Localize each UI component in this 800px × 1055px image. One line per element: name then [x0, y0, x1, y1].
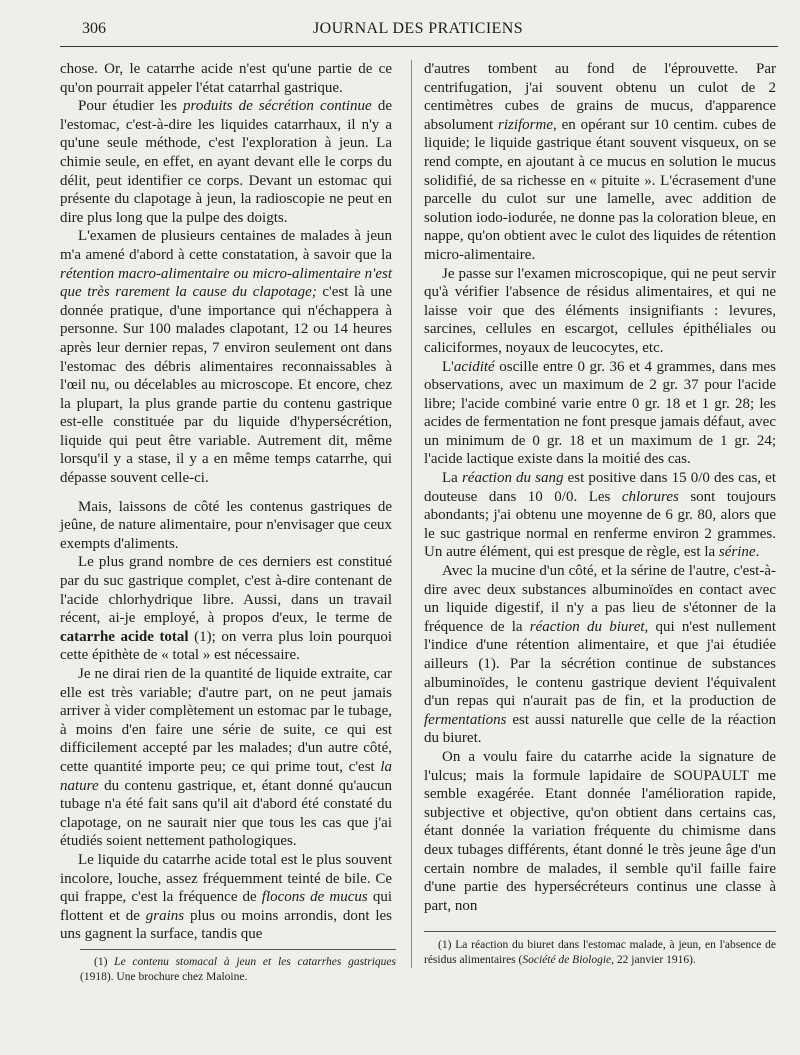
- footnote-rule: [424, 931, 776, 932]
- page-header: [58, 20, 778, 42]
- paragraph: L'acidité oscille entre 0 gr. 36 et 4 grammes, dans mes observations, avec un maximum de 2 gr. 37 pour l'acide libre; l'acide combiné varie entre 0 gr. 18 et 1 gr. 28; les acides de fermentation ne font presque jamais défaut, avec un minimum de 0 gr. 18 et un maximum de 1 gr. 24; l'acide lactique existe dans la moitié des cas.: [424, 358, 776, 468]
- paragraph: L'examen de plusieurs centaines de malades à jeun m'a amené d'abord à cette constatation, à savoir que la rétention macro-alimentaire ou micro-alimentaire n'est que très rarement la cause du clapotage; c'est là une donnée pratique, d'une importance qui n'échappera à personne. Sur 100 malades clapotant, 12 ou 14 heures après leur dernier repas, 7 environ seulement ont dans l'estomac des débris alimentaires reconnaissables à l'œil nu, ou décelables au microscope. Et encore, chez la plupart, la plus grande partie du contenu gastrique est-elle constituée par du liquide d'hypersécrétion, liquide qui peut être variable. Autrement dit, même lorsqu'il y a stase, il y a en même temps catarrhe, qui dépasse souvent celle-ci.: [60, 228, 392, 487]
- footnote-right: [424, 938, 776, 968]
- paragraph: Le liquide du catarrhe acide total est le plus souvent incolore, louche, assez fréquemment teinté de bile. Ce qui frappe, c'est la fréquence de flocons de mucus qui flottent et de grains plus ou moins arrondis, dont les uns gagnent la surface, tandis que: [60, 851, 392, 943]
- paragraph: d'autres tombent au fond de l'éprouvette. Par centrifugation, j'ai souvent obtenu un culot de 2 centimètres cubes de grains de mucus, d'apparence absolument riziforme, en opérant sur 10 centim. cubes de liquide; le liquide gastrique étant souvent visqueux, on se rend compte, en ajoutant à ce mucus en solution le mucus solidifié, de sa richesse en « pituite ». L'écrasement d'une parcelle du culot sur une lamelle, avec addition de solution iodo-iodurée, ne donne pas la coloration bleue, en nappe, qu'on obtient avec le culot des liquides de rétention micro-alimentaire.: [424, 61, 776, 263]
- paragraph: La réaction du sang est positive dans 15 0/0 des cas, et douteuse dans 10 0/0. Les chlorures sont toujours abondants; j'ai obtenu une moyenne de 6 gr. 80, alors que le suc gastrique normal en renferme environ 2 grammes. Un autre élément, qui est presque de règle, est la sérine.: [424, 470, 777, 561]
- running-title: JOURNAL DES PRATICIENS: [312, 20, 523, 37]
- paragraph: Le plus grand nombre de ces derniers est constitué par du suc gastrique complet, c'est à-dire contenant de l'acide chlorhydrique libre. Aussi, dans un travail récent, ai-je employé, à propos d'eux, le terme de catarrhe acide total (1); on verra plus loin pourquoi cette épithète de « total » est nécessaire.: [60, 554, 393, 664]
- footnote: (1) Le contenu stomacal à jeun et les catarrhes gastriques (1918). Une brochure chez Maloine.: [80, 956, 397, 983]
- footnote-rule: [80, 949, 396, 950]
- footnote-left: [80, 955, 396, 985]
- page-number: 306: [82, 20, 106, 37]
- right-column: [424, 60, 776, 915]
- header-rule: [60, 46, 778, 47]
- footnote: (1) La réaction du biuret dans l'estomac malade, à jeun, en l'absence de résidus alimentaires (Société de Biologie, 22 janvier 1916).: [424, 939, 776, 966]
- left-column: [60, 60, 392, 944]
- paragraph: Je ne dirai rien de la quantité de liquide extraite, car elle est très variable; d'autre part, on ne peut jamais arriver à vider complètement un estomac par le tubage, à moins d'en faire une série de suite, ce qui est difficilement accepté par les malades; d'un autre côté, cette quantité importe peu; ce qui prime tout, c'est la nature du contenu gastrique, et, étant donné qu'aucun tubage n'a été fait sans qu'il ait d'abord été constaté du clapotage, on ne saurait nier que tous les cas que j'ai étudiés soient nettement pathologiques.: [60, 666, 392, 850]
- paragraph: Je passe sur l'examen microscopique, qui ne peut servir qu'à vérifier l'absence de résidus alimentaires, et qui ne laisse voir que des éléments insignifiants : levures, sarcines, cellules en escargot, cellules épithéliales ou caliciformes, noyaux de leucocytes, etc.: [424, 265, 776, 356]
- column-divider: [411, 60, 412, 968]
- paragraph: Avec la mucine d'un côté, et la sérine de l'autre, c'est-à-dire avec deux substances albuminoïdes en contact avec un liquide digestif, il n'y a pas lieu de s'étonner de la fréquence de la réaction du biuret, qui n'est nullement l'indice d'une rétention alimentaire, et que j'ai étudiée ailleurs (1). Par la sécrétion continue de substances albuminoïdes, le contenu gastrique devient l'équivalent d'un repas qui n'aurait pas de fin, et la production de fermentations est aussi naturelle que celle de la réaction du biuret.: [424, 563, 776, 747]
- paragraph: Mais, laissons de côté les contenus gastriques de jeûne, de nature alimentaire, pour n'envisager que ceux exempts d'aliments.: [60, 498, 392, 552]
- paragraph: On a voulu faire du catarrhe acide la signature de l'ulcus; mais la formule lapidaire de SOUPAULT me semble exagérée. Etant donnée l'amélioration rapide, subjective et objective, qu'on obtient dans certains cas, étant donnée la variation fréquente du chimisme dans deux tubages différents, étant donné le très jeune âge d'un certain nombre de malades, il semble qu'il faille faire d'une partie des hypersécréteurs continus une classe à part, non: [424, 748, 776, 914]
- paragraph: chose. Or, le catarrhe acide n'est qu'une partie de ce qu'on pourrait appeler l'état catarrhal gastrique.: [60, 61, 392, 96]
- paragraph: Pour étudier les produits de sécrétion continue de l'estomac, c'est-à-dire les liquides catarrhaux, il n'y a qu'une seule méthode, c'est l'exploration à jeun. La chimie seule, en effet, en ayant devant elle le corps du délit, peut identifier ce corps. Devant un estomac qui présente du clapotage à jeun, la radioscopie ne peut en dire plus long que la pulpe des doigts.: [60, 98, 392, 226]
